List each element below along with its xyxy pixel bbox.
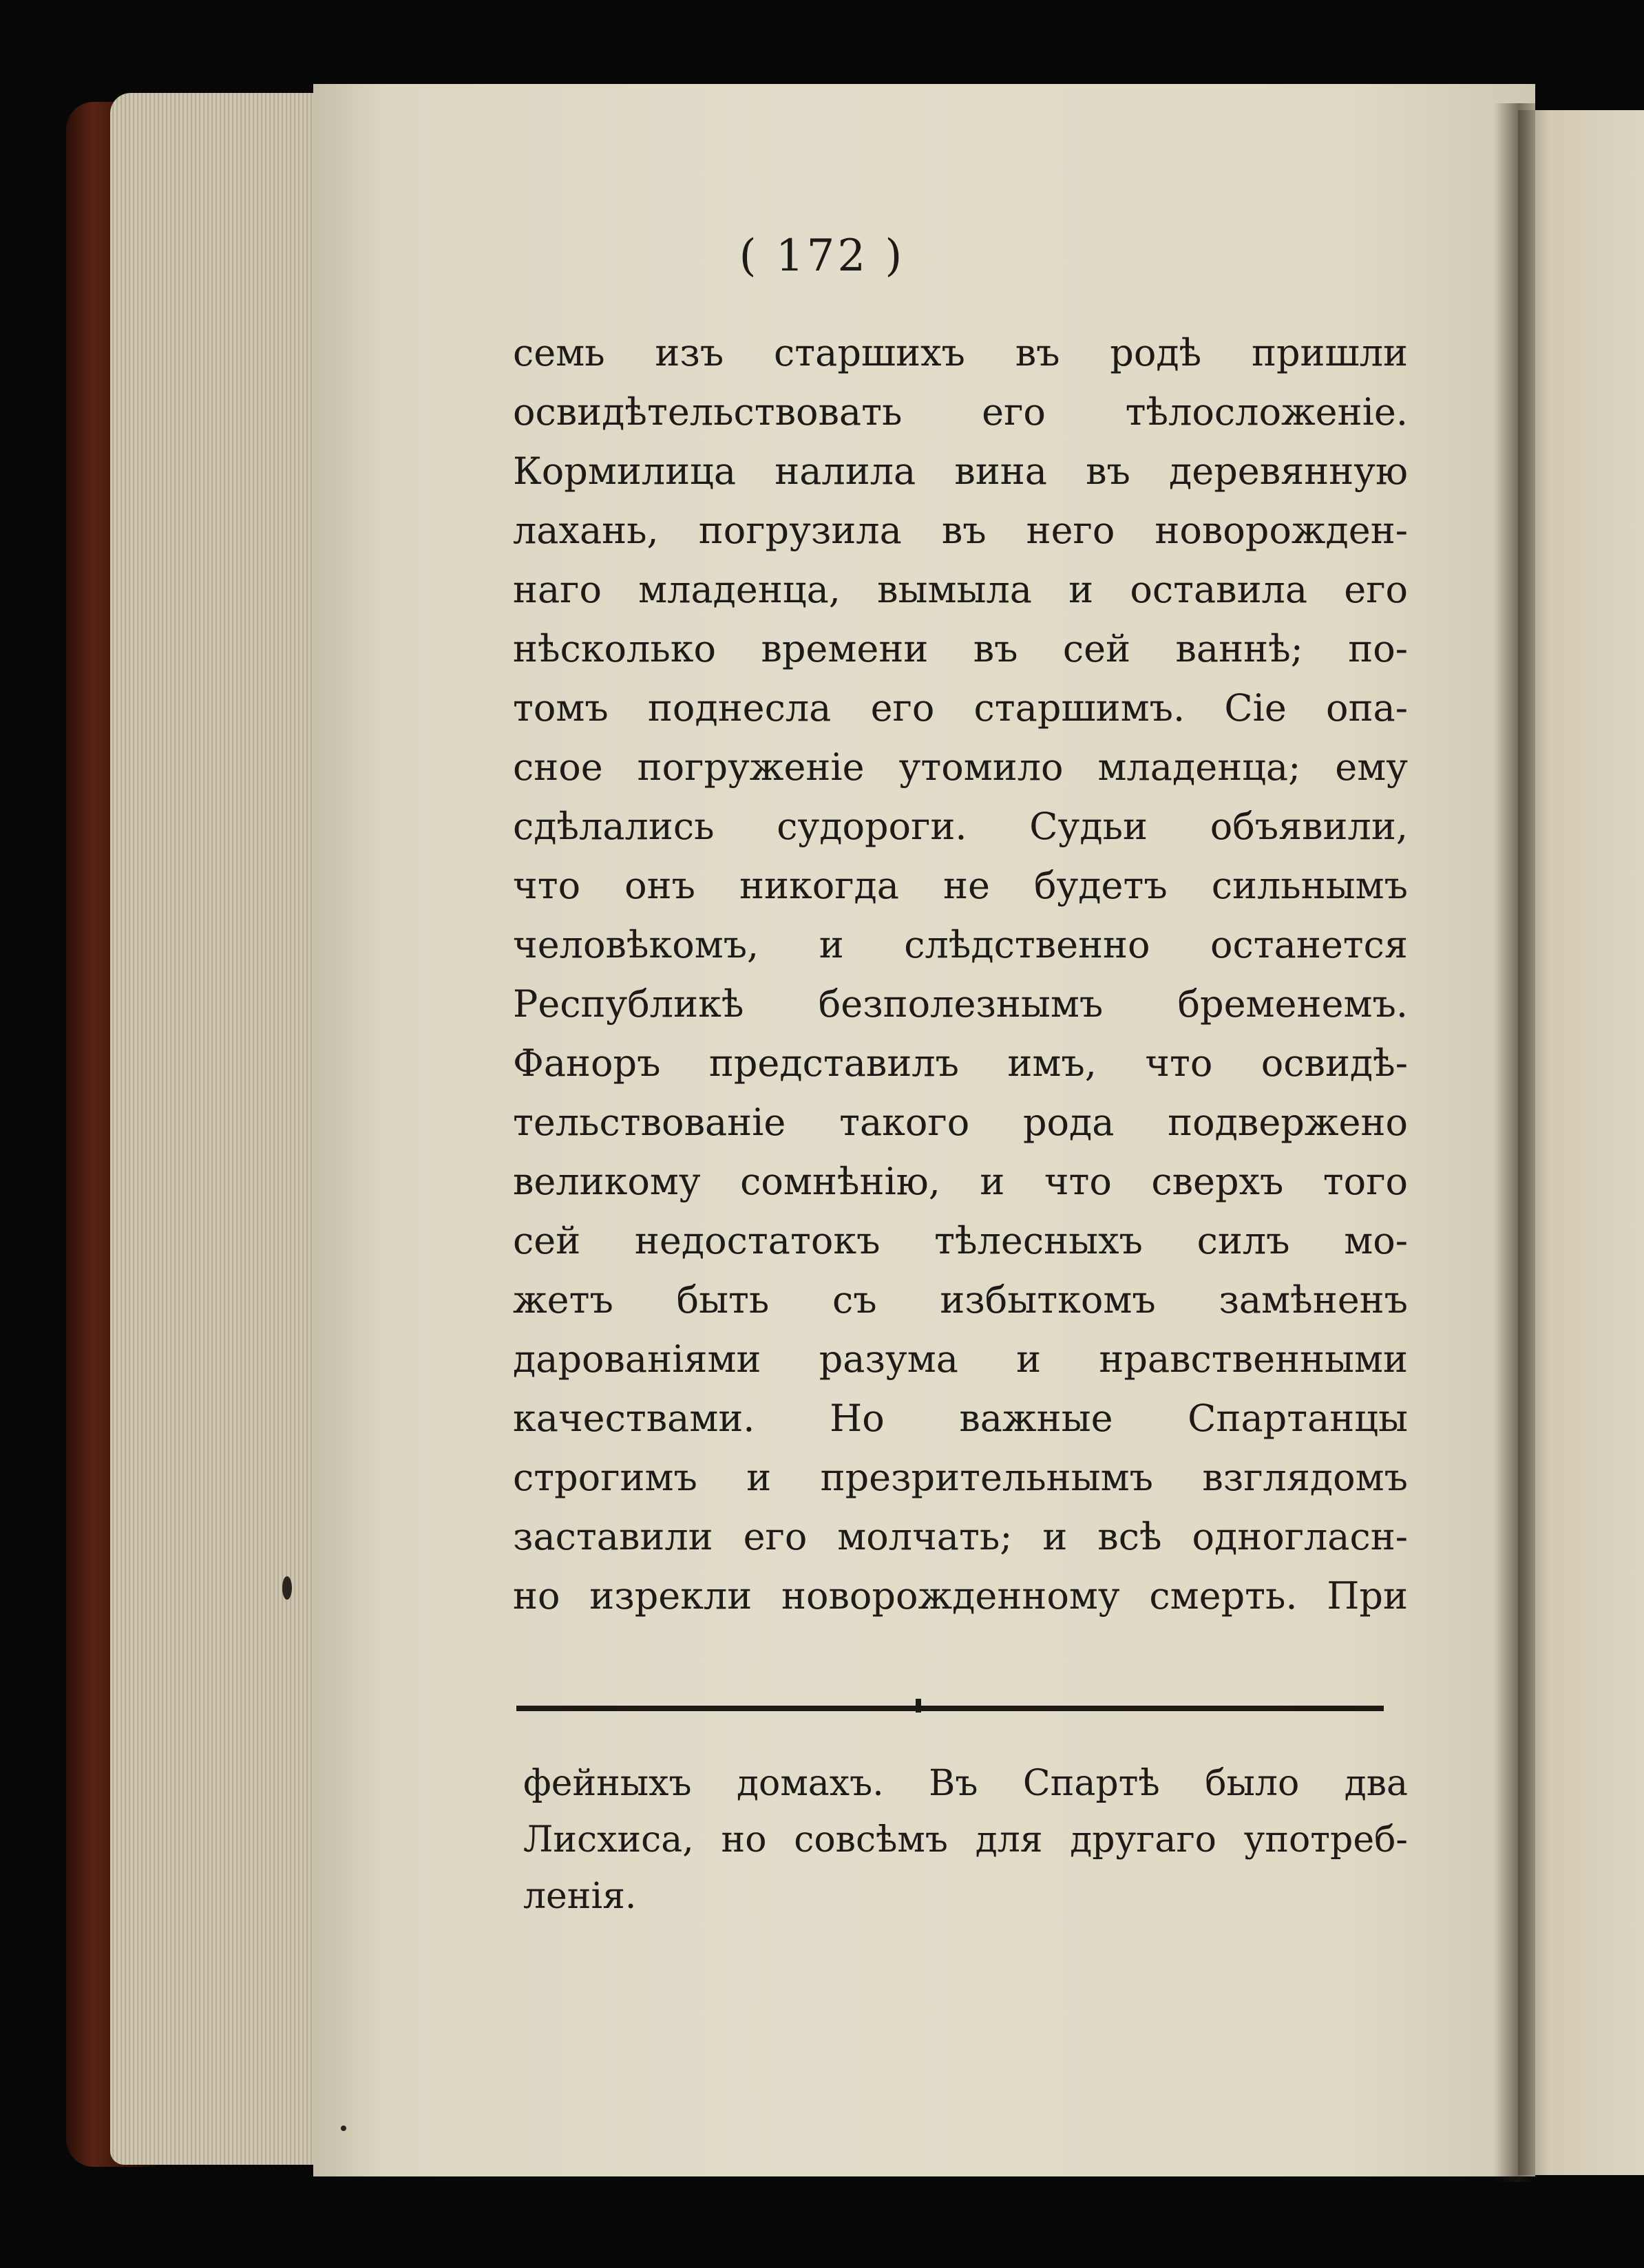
gutter-shadow (1494, 103, 1535, 2182)
text-line: великому сомнѣнію, и что сверхъ того (513, 1160, 1408, 1203)
text-line: Республикѣ безполезнымъ бременемъ. (513, 982, 1408, 1026)
text-line: семь изъ старшихъ въ родѣ пришли (513, 331, 1408, 374)
footnote-rule (516, 1706, 1384, 1711)
page-number: ( 172 ) (739, 231, 905, 282)
ink-speck (282, 1576, 292, 1600)
page-stack-edges (110, 93, 317, 2165)
text-line: качествами. Но важные Спартанцы (513, 1397, 1408, 1440)
text-line: строгимъ и презрительнымъ взглядомъ (513, 1456, 1408, 1499)
text-line: освидѣтельствовать его тѣлосложеніе. (513, 390, 1408, 434)
footnote-line: фейныхъ домахъ. Въ Спартѣ было два (523, 1763, 1408, 1804)
text-line: заставили его молчать; и всѣ одногласн- (513, 1515, 1408, 1558)
footnote-rule-ornament (916, 1699, 921, 1713)
text-line: жетъ быть съ избыткомъ замѣненъ (513, 1278, 1408, 1322)
footnote-line: ленія. (523, 1876, 637, 1917)
text-line: но изрекли новорожденному смерть. При (513, 1574, 1408, 1618)
page-body (513, 324, 1408, 1626)
text-line: томъ поднесла его старшимъ. Сіе опа- (513, 686, 1408, 730)
text-line: человѣкомъ, и слѣдственно останется (513, 923, 1408, 966)
text-line: тельствованіе такого рода подвержено (513, 1101, 1408, 1144)
text-line: наго младенца, вымыла и оставила его (513, 568, 1408, 611)
text-line: что онъ никогда не будетъ сильнымъ (513, 864, 1408, 907)
text-line: Фаноръ представилъ имъ, что освидѣ- (513, 1041, 1408, 1085)
footnote-line: Лисхиса, но совсѣмъ для другаго употреб- (523, 1819, 1408, 1861)
text-line: сдѣлались судороги. Судьи объявили, (513, 805, 1408, 848)
ink-speck (341, 2126, 346, 2131)
text-line: лахань, погрузила въ него новорожден- (513, 509, 1408, 552)
facing-page (1518, 110, 1644, 2175)
text-line: сей недостатокъ тѣлесныхъ силъ мо- (513, 1219, 1408, 1262)
text-line: дарованіями разума и нравственными (513, 1337, 1408, 1381)
footnote (523, 1755, 1408, 1925)
text-line: сное погруженіе утомило младенца; ему (513, 745, 1408, 789)
text-line: нѣсколько времени въ сей ваннѣ; по- (513, 627, 1408, 670)
text-line: Кормилица налила вина въ деревянную (513, 449, 1408, 493)
